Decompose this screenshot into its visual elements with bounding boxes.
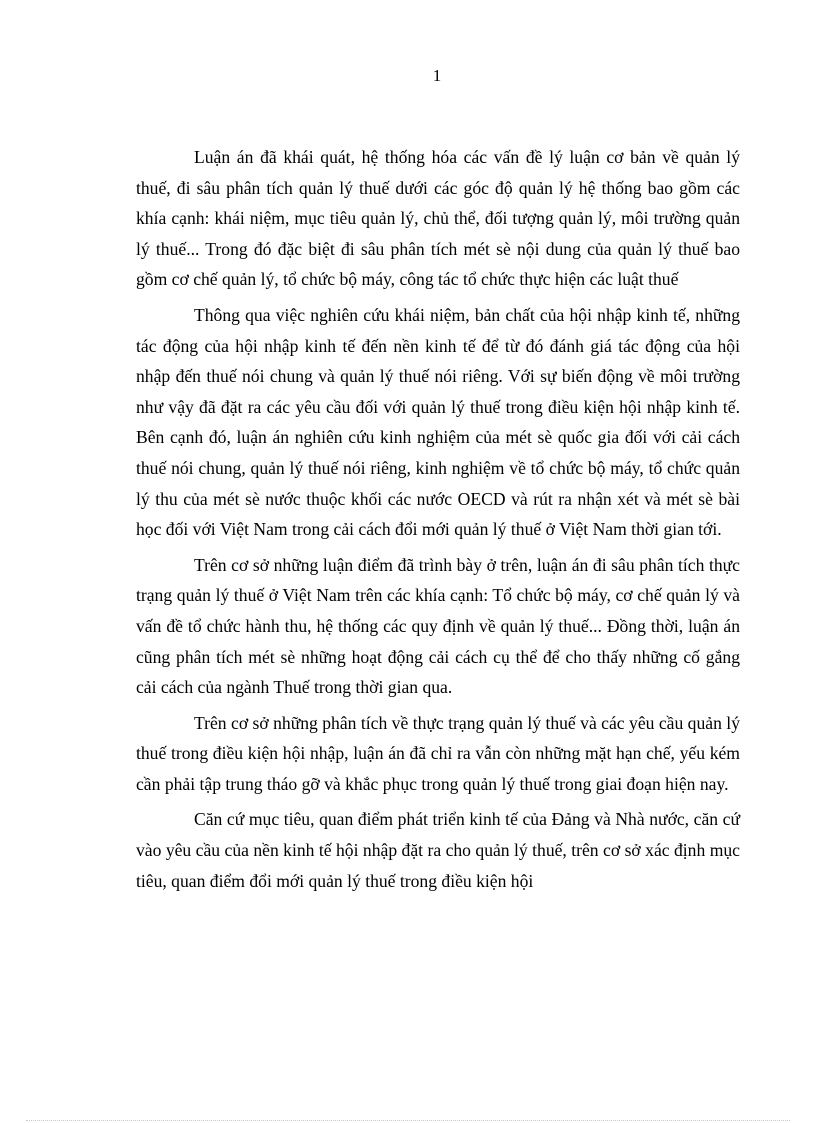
paragraph-5: Căn cứ mục tiêu, quan điểm phát triển kinh tế của Đảng và Nhà nước, căn cứ vào yêu cầu của nền kinh tế hội nhập đặt ra cho quản lý thuế, trên cơ sở xác định mục tiêu, quan điểm đổi mới quản lý thuế trong điều kiện hội <box>136 809 740 891</box>
document-body <box>136 142 740 901</box>
paragraph-4: Trên cơ sở những phân tích về thực trạng quản lý thuế và các yêu cầu quản lý thuế trong điều kiện hội nhập, luận án đã chỉ ra vẫn còn những mặt hạn chế, yếu kém cần phải tập trung tháo gỡ và khắc phục trong quản lý thuế trong giai đoạn hiện nay. <box>136 712 740 794</box>
page-number: 1 <box>432 66 442 85</box>
paragraph-2: Thông qua việc nghiên cứu khái niệm, bản chất của hội nhập kinh tế, những tác động của hội nhập kinh tế đến nền kinh tế để từ đó đánh giá tác động của hội nhập đến thuế nói chung và quản lý thuế nói riêng. Với sự biến động về môi trường như vậy đã đặt ra các yêu cầu đối với quản lý thuế trong điều kiện hội nhập kinh tế. Bên cạnh đó, luận án nghiên cứu kinh nghiệm của mét sè quốc gia đối với cải cách thuế nói chung, quản lý thuế nói riêng, kinh nghiệm về tổ chức bộ máy, tổ chức quản lý thu của mét sè nước thuộc khối các nước OECD và rút ra nhận xét và mét sè bài học đối với Việt Nam trong cải cách đổi mới quản lý thuế ở Việt Nam thời gian tới. <box>136 304 740 540</box>
footer-divider <box>26 1120 790 1121</box>
paragraph-3: Trên cơ sở những luận điểm đã trình bày ở trên, luận án đi sâu phân tích thực trạng quản lý thuế ở Việt Nam trên các khía cạnh: Tổ chức bộ máy, cơ chế quản lý và vấn đề tổ chức hành thu, hệ thống các quy định về quản lý thuế... Đồng thời, luận án cũng phân tích mét sè những hoạt động cải cách cụ thể để cho thấy những cố gắng cải cách của ngành Thuế trong thời gian qua. <box>136 554 740 698</box>
paragraph-1: Luận án đã khái quát, hệ thống hóa các vấn đề lý luận cơ bản về quản lý thuế, đi sâu phân tích quản lý thuế dưới các góc độ quản lý hệ thống bao gồm các khía cạnh: khái niệm, mục tiêu quản lý, chủ thể, đối tượng quản lý, môi trường quản lý thuế... Trong đó đặc biệt đi sâu phân tích mét sè nội dung của quản lý thuế bao gồm cơ chế quản lý, tổ chức bộ máy, công tác tổ chức thực hiện các luật thuế <box>136 147 740 290</box>
